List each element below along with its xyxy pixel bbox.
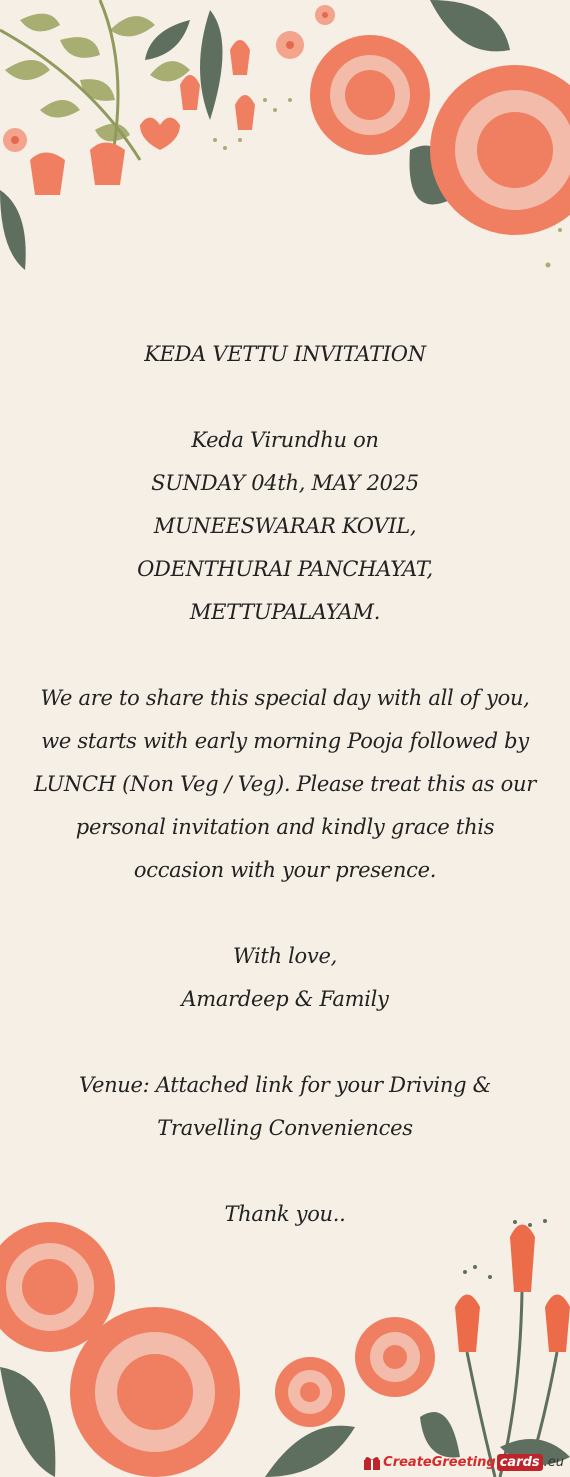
signature: Amardeep & Family (181, 987, 389, 1011)
logo-text-1: CreateGreeting (383, 1455, 496, 1470)
event-line: Keda Virundhu on (191, 428, 379, 452)
event-date: SUNDAY 04th, MAY 2025 (151, 471, 419, 495)
invitation-title: KEDA VETTU INVITATION (144, 342, 426, 366)
invitation-text (0, 290, 570, 1236)
logo-text-2: cards (497, 1454, 543, 1471)
logo-text-3: .eu (543, 1455, 564, 1470)
thanks-line: Thank you.. (224, 1202, 346, 1226)
venue-note: Venue: Attached link for your Driving & Travelling Conveniences (79, 1073, 491, 1140)
closing-line: With love, (233, 944, 337, 968)
venue-line-3: METTUPALAYAM. (189, 600, 381, 624)
venue-line-2: ODENTHURAI PANCHAYAT, (137, 557, 433, 581)
venue-line-1: MUNEESWARAR KOVIL, (153, 514, 417, 538)
invitation-message: We are to share this special day with all of you, we starts with early morning Pooja followed by LUNCH (Non Veg / Veg). Please treat this as our personal invitation and kindly grace this occasion with your presence. (34, 686, 536, 882)
gift-icon (363, 1456, 381, 1470)
bottom-floral-decoration (0, 1217, 570, 1477)
top-floral-decoration (0, 0, 570, 290)
createcards-logo[interactable] (363, 1454, 564, 1471)
